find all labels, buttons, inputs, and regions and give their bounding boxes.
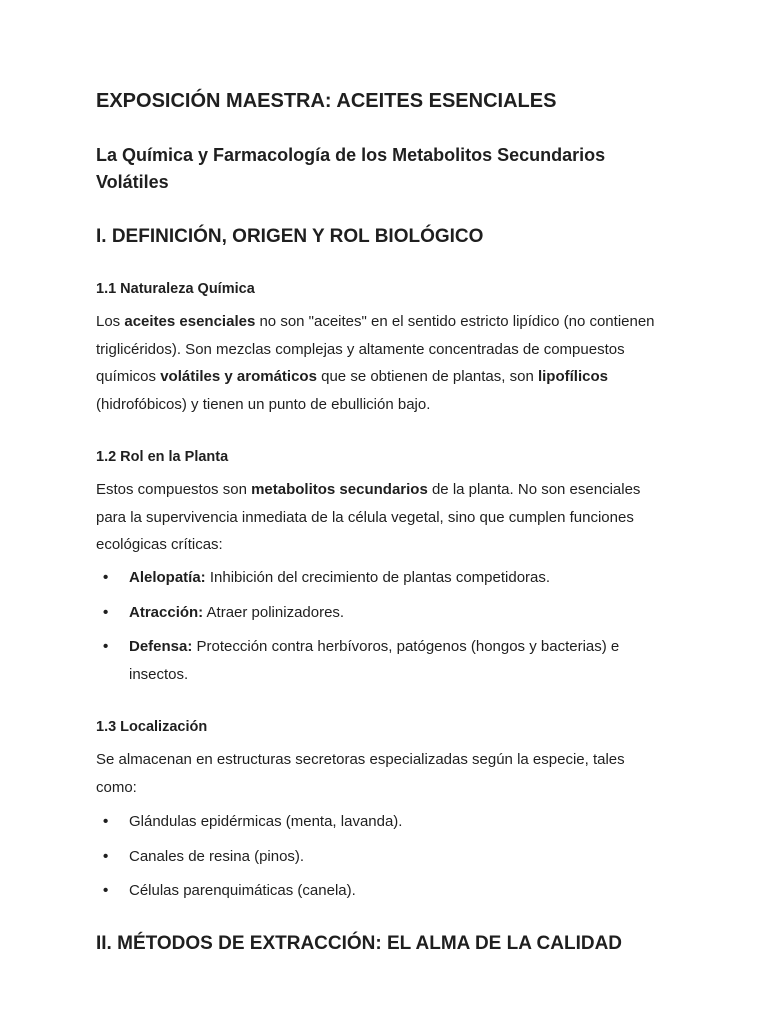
subsection-1-3-heading: 1.3 Localización xyxy=(96,719,208,735)
list-item: • Glándulas epidérmicas (menta, lavanda). xyxy=(96,808,666,836)
subsection-1-1-paragraph: Los aceites esenciales no son "aceites" en el sentido estricto lipídico (no contienen triglicéridos). Son mezclas complejas y altamente concentradas de compuestos químicos volátiles y aromáticos que se obtienen de plantas, son lipofílicos (hidrofóbicos) y tienen un punto de ebullición bajo. xyxy=(96,313,655,413)
document-subtitle: La Química y Farmacología de los Metabolitos Secundarios Volátiles xyxy=(96,145,606,192)
subsection-1-2-paragraph: Estos compuestos son metabolitos secundarios de la planta. No son esenciales para la supervivencia inmediata de la célula vegetal, sino que cumplen funciones ecológicas críticas: xyxy=(96,481,641,553)
list-item: • Canales de resina (pinos). xyxy=(96,843,666,871)
document-title: EXPOSICIÓN MAESTRA: ACEITES ESENCIALES xyxy=(96,90,557,112)
location-list xyxy=(96,808,666,912)
list-item: • Alelopatía: Inhibición del crecimiento de plantas competidoras. xyxy=(96,564,666,592)
subsection-1-2-heading: 1.2 Rol en la Planta xyxy=(96,449,229,465)
section-1-heading: I. DEFINICIÓN, ORIGEN Y ROL BIOLÓGICO xyxy=(96,226,484,247)
section-2-heading: II. MÉTODOS DE EXTRACCIÓN: EL ALMA DE LA CALIDAD xyxy=(96,933,623,954)
list-item: • Atracción: Atraer polinizadores. xyxy=(96,599,666,627)
subsection-1-1-heading: 1.1 Naturaleza Química xyxy=(96,281,255,297)
list-item: • Defensa: Protección contra herbívoros, patógenos (hongos y bacterias) e insectos. xyxy=(96,633,666,688)
subsection-1-3-paragraph: Se almacenan en estructuras secretoras especializadas según la especie, tales como: xyxy=(96,751,625,796)
list-item: • Células parenquimáticas (canela). xyxy=(96,877,666,905)
plant-roles-list xyxy=(96,564,666,695)
